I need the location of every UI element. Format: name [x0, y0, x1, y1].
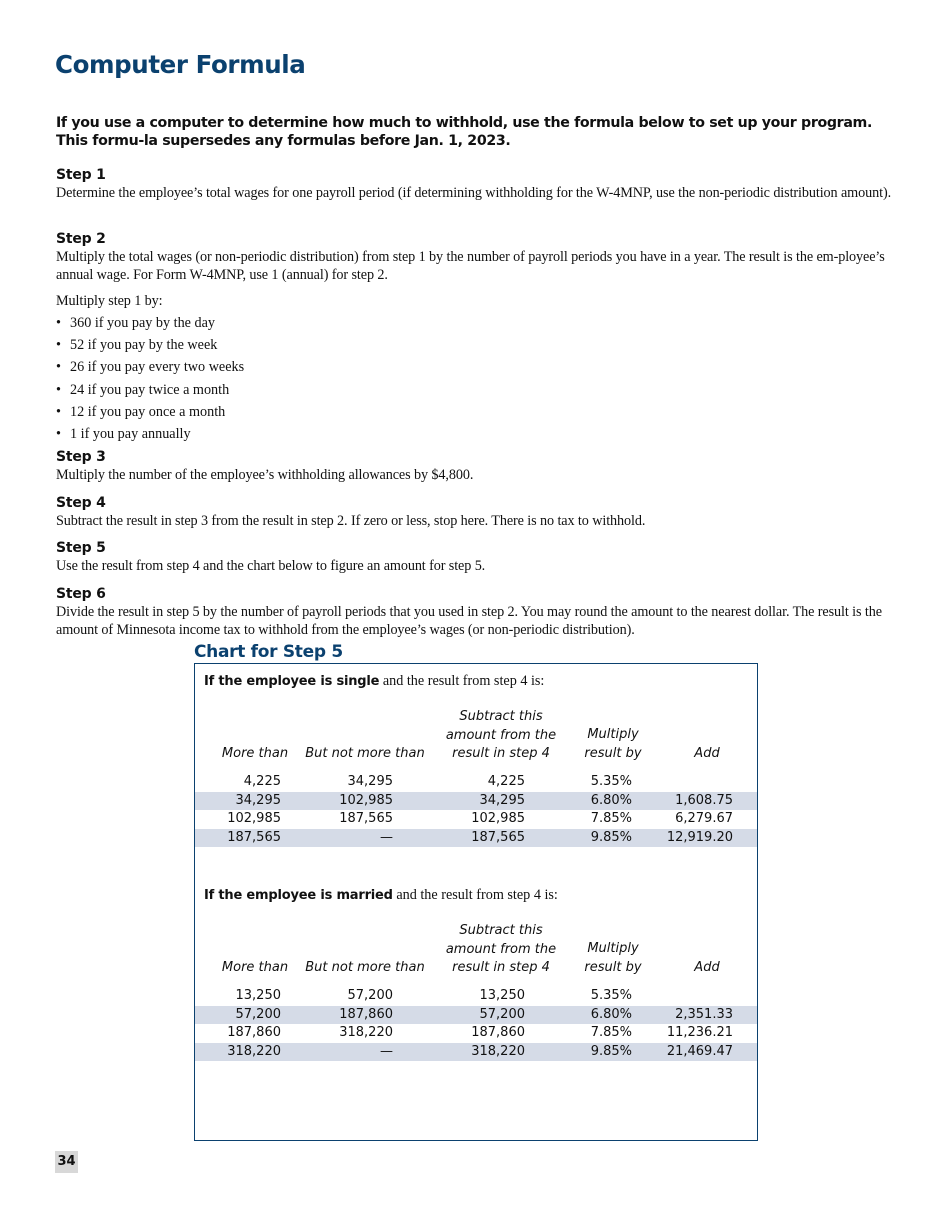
step-3	[56, 448, 896, 484]
header-multiply: Multiply result by	[584, 727, 642, 761]
step-5	[56, 539, 896, 575]
page-title: Computer Formula	[55, 50, 306, 79]
page-number: 34	[55, 1151, 78, 1173]
header-add: Add	[694, 746, 720, 761]
step-6	[56, 585, 896, 639]
step-1	[56, 166, 896, 202]
chart-title: Chart for Step 5	[194, 642, 343, 662]
step-heading: Step 3	[56, 449, 106, 465]
list-item: • 24 if you pay twice a month	[56, 381, 230, 398]
table-row: 187,860 318,220 187,860 7.85% 11,236.21	[227, 1025, 733, 1040]
header-not-more-than: But not more than	[305, 960, 425, 975]
list-item: • 1 if you pay annually	[56, 425, 191, 442]
table-row: 318,220 — 318,220 9.85% 21,469.47	[195, 1043, 757, 1061]
table-row: 102,985 187,565 102,985 7.85% 6,279.67	[227, 811, 733, 826]
intro-paragraph: If you use a computer to determine how much to withhold, use the formula below to set up your program. This formu-la supersedes any formulas before Jan. 1, 2023.	[56, 115, 873, 149]
table-row: 4,225 34,295 4,225 5.35%	[243, 774, 632, 789]
step-text: Multiply the total wages (or non-periodic distribution) from step 1 by the number of payroll periods you have in a year. The result is the em-ployee’s annual wage. For Form W-4MNP, use 1 (annual) for step 2.	[56, 249, 885, 283]
step-heading: Step 2	[56, 231, 106, 247]
step-heading: Step 4	[56, 495, 106, 511]
header-more-than: More than	[221, 746, 289, 761]
step-text: Subtract the result in step 3 from the result in step 2. If zero or less, stop here. There is no tax to withhold.	[56, 513, 646, 529]
table-row: 34,295 102,985 34,295 6.80% 1,608.75	[195, 792, 757, 810]
header-subtract: Subtract this amount from the result in step 4	[445, 709, 557, 761]
table-row: 13,250 57,200 13,250 5.35%	[235, 988, 632, 1003]
multiply-list	[56, 292, 896, 447]
list-item: • 26 if you pay every two weeks	[56, 359, 245, 376]
step-text: Multiply the number of the employee’s withholding allowances by $4,800.	[56, 467, 474, 483]
step-text: Use the result from step 4 and the chart below to figure an amount for step 5.	[56, 558, 486, 574]
step-heading: Step 5	[56, 540, 106, 556]
step-heading: Step 1	[56, 167, 106, 183]
header-subtract: Subtract this amount from the result in step 4	[445, 923, 557, 975]
married-caption: If the employee is married and the result from step 4 is:	[204, 887, 558, 903]
multiplier-bullets	[56, 314, 896, 447]
header-more-than: More than	[221, 960, 289, 975]
table-row: 187,565 — 187,565 9.85% 12,919.20	[195, 829, 757, 847]
list-item: • 12 if you pay once a month	[56, 403, 226, 420]
list-item: • 360 if you pay by the day	[56, 315, 215, 331]
step-text: Divide the result in step 5 by the number of payroll periods that you used in step 2. You may round the amount to the nearest dollar. The result is the amount of Minnesota income tax to withhold from the employee’s wages (or non-periodic distribution).	[56, 604, 882, 638]
step-2	[56, 230, 896, 284]
step5-chart	[194, 663, 758, 1141]
header-add: Add	[694, 960, 720, 975]
header-not-more-than: But not more than	[305, 746, 425, 761]
table-row: 57,200 187,860 57,200 6.80% 2,351.33	[195, 1006, 757, 1024]
multiply-intro: Multiply step 1 by:	[56, 293, 163, 309]
step-4	[56, 494, 896, 530]
header-multiply: Multiply result by	[584, 941, 642, 975]
step-heading: Step 6	[56, 586, 106, 602]
step-text: Determine the employee’s total wages for one payroll period (if determining withholding for the W-4MNP, use the non-periodic distribution amount).	[56, 185, 892, 201]
list-item: • 52 if you pay by the week	[56, 337, 218, 354]
single-caption: If the employee is single and the result from step 4 is:	[204, 673, 545, 689]
